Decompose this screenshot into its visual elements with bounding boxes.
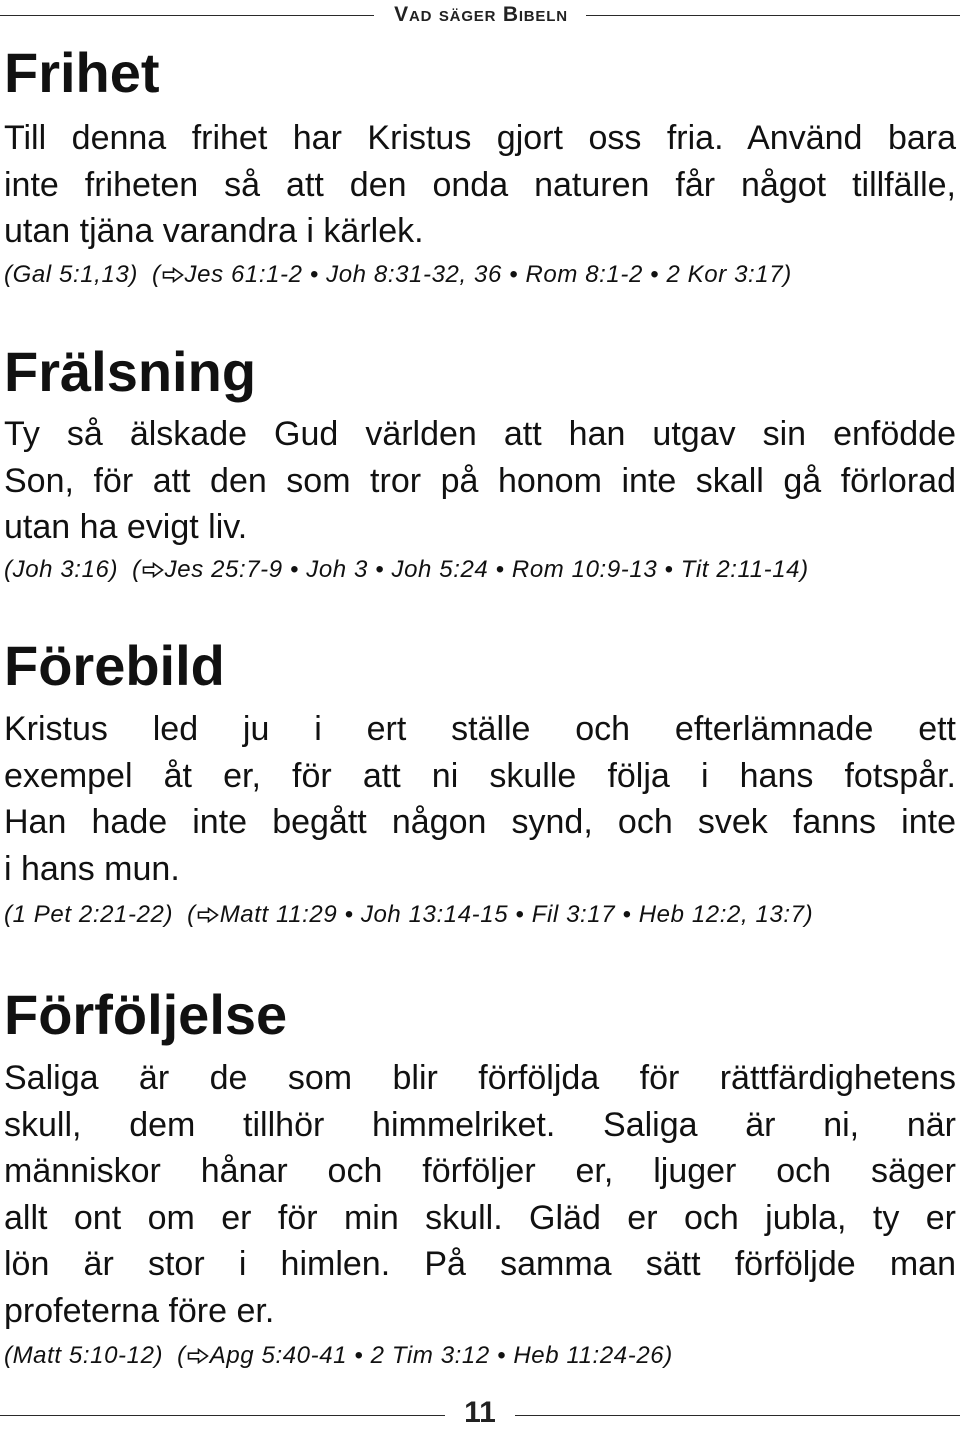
see-also-references: Jes 61:1-2 • Joh 8:31-32, 36 • Rom 8:1-2 • 2 Kor 3:17)	[184, 261, 792, 288]
header-rule-right	[586, 15, 960, 16]
scripture-reference	[4, 898, 956, 932]
body-line: inte friheten så att den onda naturen får något tillfälle,	[4, 165, 956, 204]
section-body	[4, 411, 956, 551]
white-right-arrow-icon	[187, 1348, 209, 1364]
footer-rule-left	[0, 1415, 445, 1416]
body-line: i hans mun.	[4, 849, 180, 888]
section-body	[4, 706, 956, 892]
white-right-arrow-icon	[142, 562, 164, 578]
body-line: utan tjäna varandra i kärlek.	[4, 212, 424, 250]
running-title: Vad säger Bibeln	[394, 3, 568, 26]
see-also-open-paren: (	[151, 261, 161, 288]
see-also-references: Matt 11:29 • Joh 13:14-15 • Fil 3:17 • Heb 12:2, 13:7)	[219, 901, 814, 928]
scripture-reference	[4, 553, 956, 587]
page-footer	[0, 1395, 960, 1430]
body-line: Ty så älskade Gud världen att han utgav sin enfödde	[4, 415, 956, 453]
see-also-open-paren: (	[187, 901, 196, 928]
scripture-reference	[4, 258, 956, 292]
primary-reference: (Gal 5:1,13)	[4, 261, 138, 288]
scripture-reference	[4, 1339, 956, 1373]
body-line: Saliga är de som blir förföljda för rättfärdighetens	[4, 1059, 956, 1097]
body-line: utan ha evigt liv.	[4, 508, 248, 546]
header-rule-left	[0, 15, 374, 16]
body-line: Han hade inte begått någon synd, och svek fanns inte	[4, 803, 956, 841]
primary-reference: (Joh 3:16)	[4, 556, 119, 583]
white-right-arrow-icon	[162, 267, 184, 283]
body-line: profeterna före er.	[4, 1291, 275, 1330]
section-heading: Förebild	[4, 634, 225, 697]
body-line: Till denna frihet har Kristus gjort oss fria. Använd bara	[4, 119, 956, 157]
see-also-references: Apg 5:40-41 • 2 Tim 3:12 • Heb 11:24-26)	[209, 1342, 673, 1369]
running-header	[0, 0, 960, 30]
white-right-arrow-icon	[197, 907, 219, 923]
section-heading: Frälsning	[4, 340, 257, 403]
section-body	[4, 1055, 956, 1334]
primary-reference: (Matt 5:10-12)	[4, 1342, 164, 1369]
body-line: Kristus led ju i ert ställe och efterlämnade ett	[4, 710, 956, 748]
section-heading: Förföljelse	[4, 983, 288, 1046]
body-line: människor hånar och förföljer er, ljuger och säger	[4, 1152, 956, 1190]
section-heading: Frihet	[4, 41, 160, 104]
body-line: allt ont om er för min skull. Gläd er och jubla, ty er	[4, 1198, 956, 1237]
see-also-open-paren: (	[132, 556, 141, 583]
body-line: lön är stor i himlen. På samma sätt förföljde man	[4, 1245, 956, 1283]
body-line: skull, dem tillhör himmelriket. Saliga är ni, när	[4, 1105, 956, 1144]
primary-reference: (1 Pet 2:21-22)	[4, 901, 174, 928]
page-number: 11	[464, 1396, 496, 1429]
footer-rule-right	[515, 1415, 960, 1416]
see-also-open-paren: (	[177, 1342, 186, 1369]
see-also-references: Jes 25:7-9 • Joh 3 • Joh 5:24 • Rom 10:9-13 • Tit 2:11-14)	[164, 556, 809, 583]
section-body	[4, 115, 956, 255]
body-line: exempel åt er, för att ni skulle följa i hans fotspår.	[4, 756, 956, 795]
body-line: Son, för att den som tror på honom inte skall gå förlorad	[4, 461, 956, 500]
